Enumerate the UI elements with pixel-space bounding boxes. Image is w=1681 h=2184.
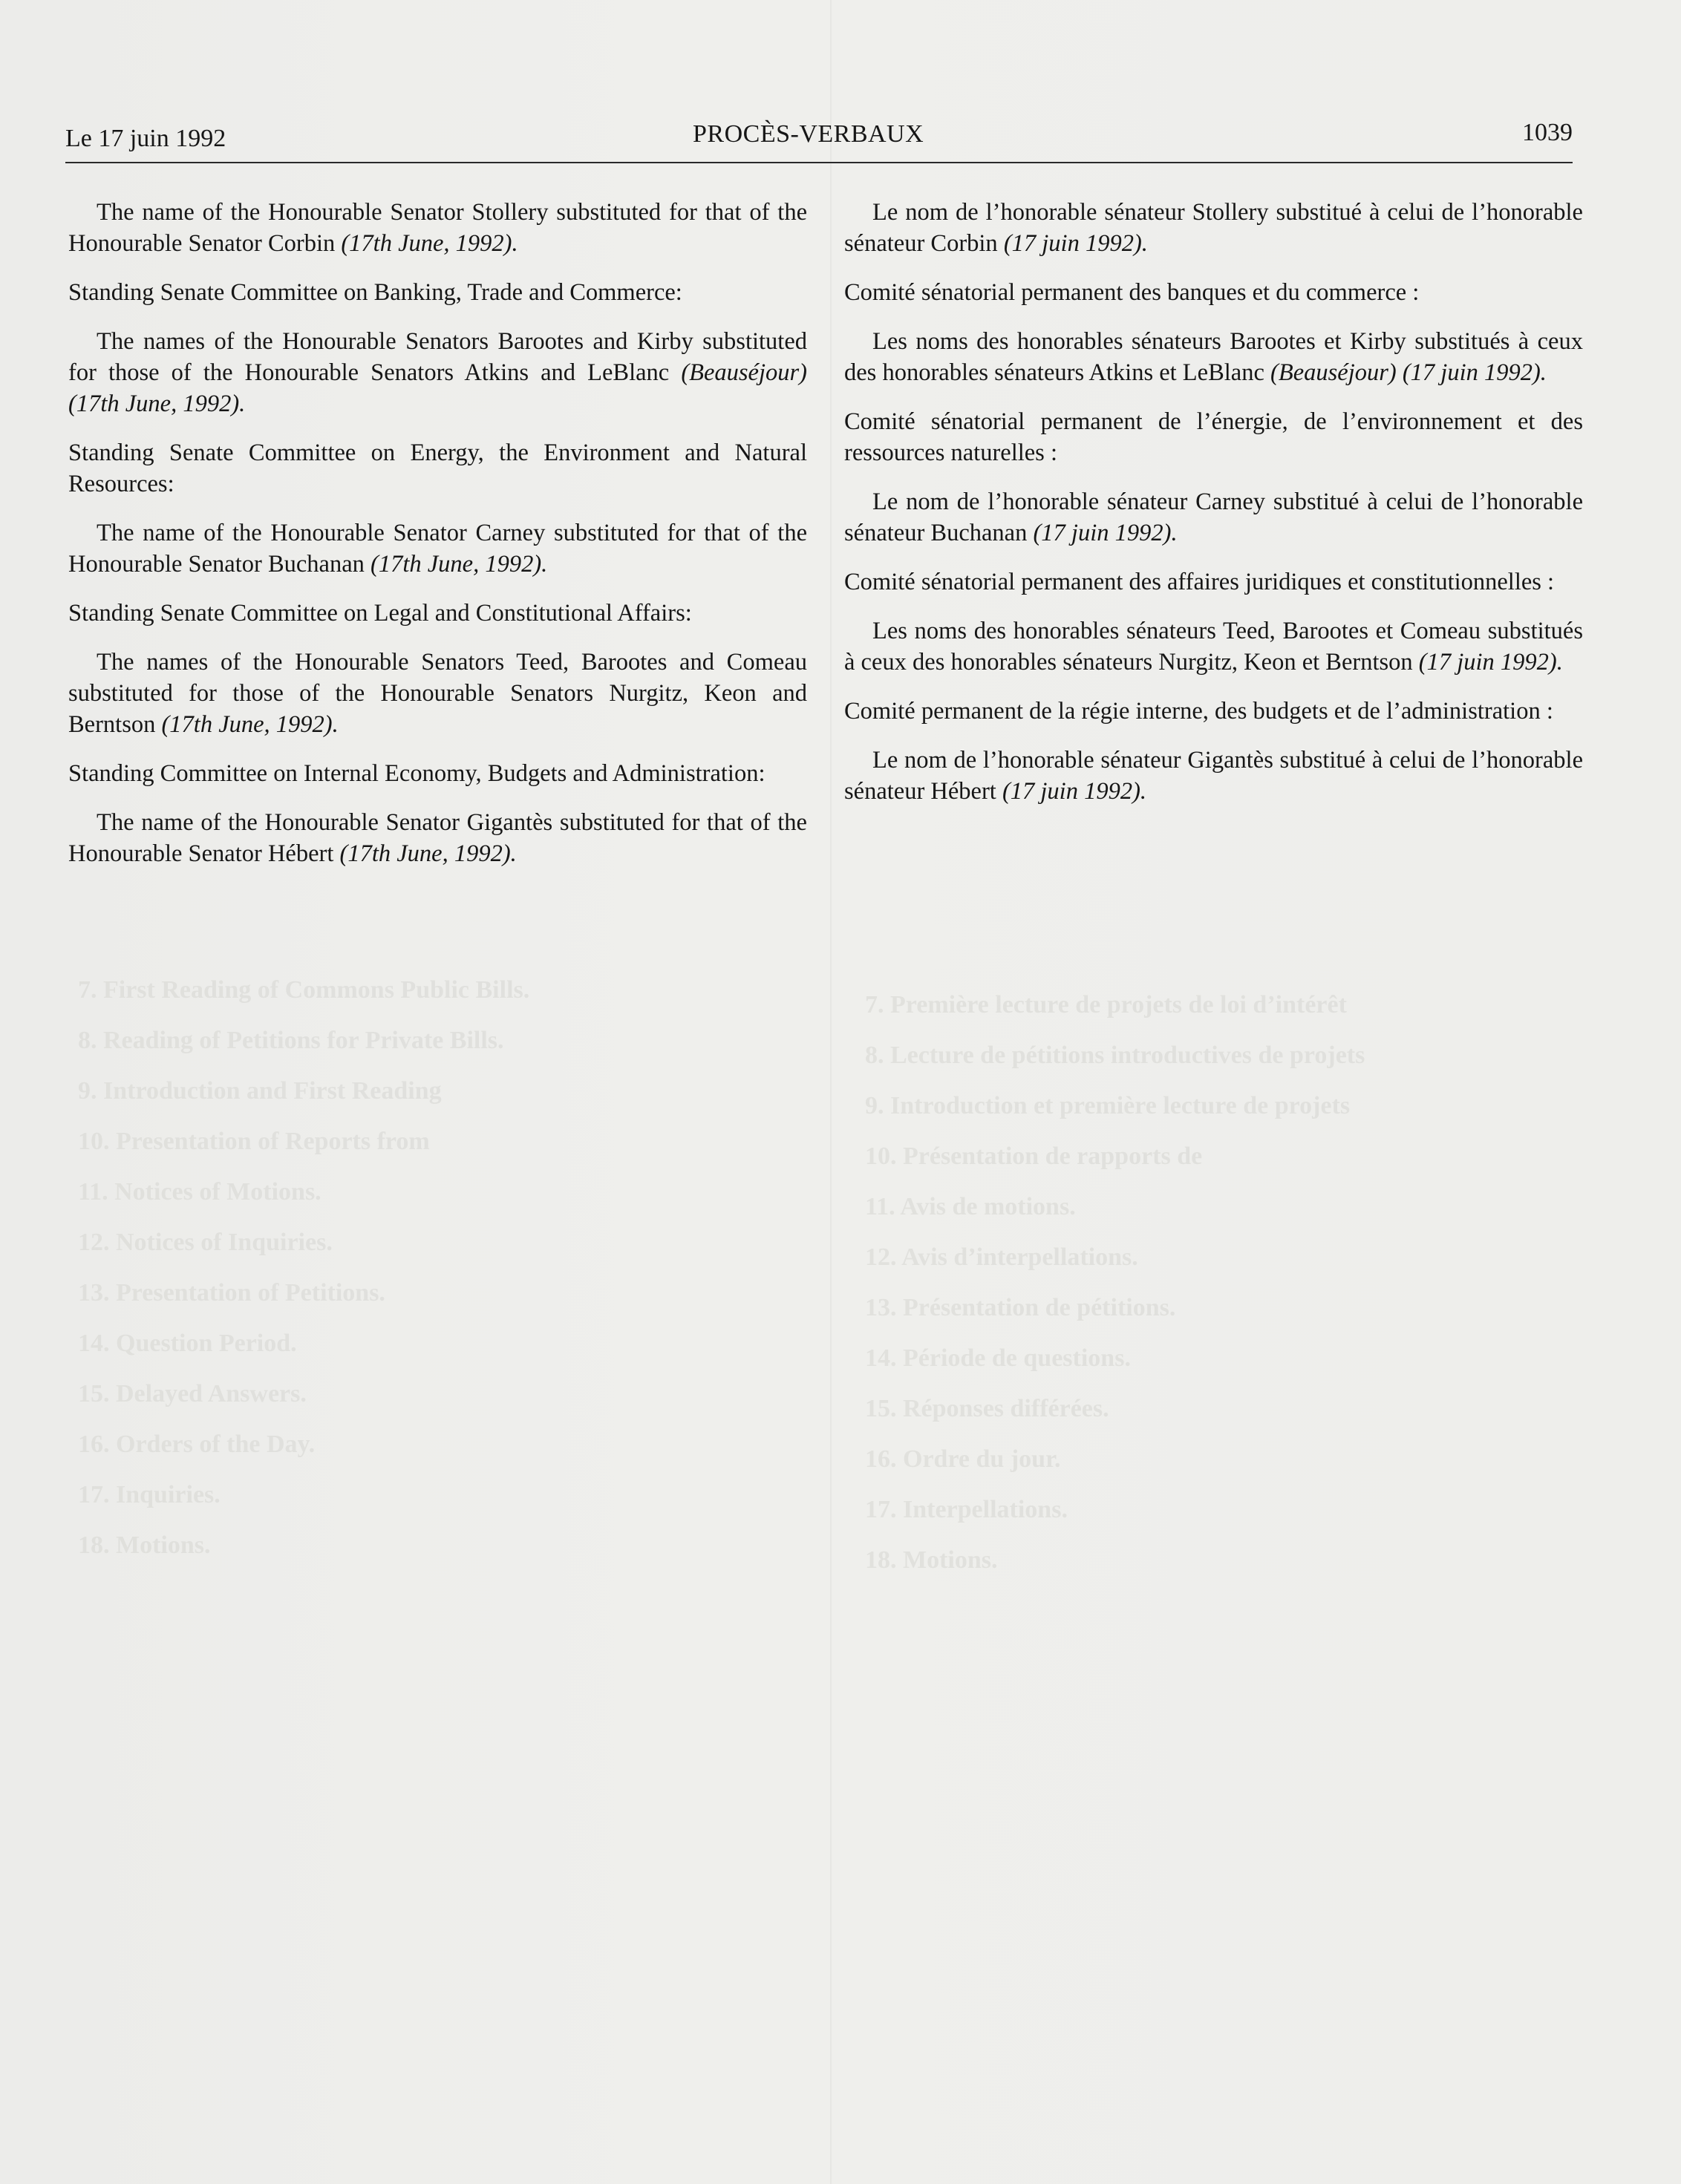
paragraph-text: Standing Senate Committee on Banking, Trade and Commerce: <box>68 279 682 306</box>
substitution-paragraph <box>68 647 807 740</box>
substitution-paragraph <box>68 197 807 259</box>
substitution-paragraph <box>68 326 807 419</box>
header-title: PROCÈS-VERBAUX <box>693 120 924 148</box>
bleed-through-line: 11. Notices of Motions. <box>78 1178 321 1206</box>
substitution-paragraph <box>844 326 1583 388</box>
bleed-through-line: 13. Présentation de pétitions. <box>865 1294 1176 1321</box>
committee-heading <box>68 598 807 629</box>
bleed-through-english <box>78 965 746 1571</box>
bleed-through-line: 16. Ordre du jour. <box>865 1445 1061 1473</box>
substitution-date: (17th June, 1992). <box>371 551 548 578</box>
substitution-paragraph <box>68 807 807 869</box>
bleed-through-line: 18. Motions. <box>865 1546 998 1574</box>
paragraph-text: Standing Senate Committee on Energy, the Environment and Natural Resources: <box>68 439 807 497</box>
riding-name: (Beauséjour) <box>1270 359 1397 386</box>
substitution-date: (17th June, 1992). <box>68 390 246 417</box>
committee-heading <box>844 696 1583 727</box>
bleed-through-line: 14. Période de questions. <box>865 1344 1131 1372</box>
paragraph-text: Le nom de l’honorable sénateur Stollery substitué à celui de l’honorable sénateur Corbin <box>844 199 1583 257</box>
bleed-through-line: 17. Interpellations. <box>865 1496 1068 1523</box>
substitution-paragraph <box>68 517 807 580</box>
substitution-date: (17th June, 1992). <box>161 711 339 738</box>
paragraph-text: Le nom de l’honorable sénateur Carney substitué à celui de l’honorable sénateur Buchanan <box>844 488 1583 546</box>
substitution-date: (17 juin 1992). <box>1003 230 1148 257</box>
paragraph-text: Comité sénatorial permanent de l’énergie, de l’environnement et des ressources naturelles : <box>844 408 1583 466</box>
header-date: Le 17 juin 1992 <box>65 125 226 152</box>
paragraph-text: Le nom de l’honorable sénateur Gigantès substitué à celui de l’honorable sénateur Hébert <box>844 747 1583 805</box>
bleed-through-line: 16. Orders of the Day. <box>78 1431 316 1458</box>
page-header <box>65 120 1573 157</box>
committee-heading <box>844 566 1583 598</box>
paragraph-text: Comité sénatorial permanent des affaires juridiques et constitutionnelles : <box>844 569 1555 595</box>
substitution-paragraph <box>844 615 1583 678</box>
paragraph-text: The names of the Honourable Senators Teed, Barootes and Comeau substituted for those of the Honourable Senators Nurgitz, Keon and Berntson <box>68 649 807 738</box>
bleed-through-line: 8. Reading of Petitions for Private Bills. <box>78 1027 504 1054</box>
substitution-date: (17 juin 1992). <box>1033 520 1178 546</box>
committee-heading <box>68 277 807 308</box>
bleed-through-line: 14. Question Period. <box>78 1330 297 1357</box>
page-spine-shadow <box>830 0 832 2184</box>
bleed-through-line: 9. Introduction et première lecture de projets <box>865 1092 1351 1119</box>
paragraph-text: The name of the Honourable Senator Gigantès substituted for that of the Honourable Senator Hébert <box>68 809 807 867</box>
page-number: 1039 <box>1522 119 1573 146</box>
bleed-through-line: 7. First Reading of Commons Public Bills. <box>78 976 530 1004</box>
bleed-through-line: 7. Première lecture de projets de loi d’intérêt <box>865 991 1347 1019</box>
substitution-paragraph <box>844 197 1583 259</box>
substitution-date: (17 juin 1992). <box>1002 778 1147 805</box>
paragraph-text: The name of the Honourable Senator Carney substituted for that of the Honourable Senator Buchanan <box>68 520 807 578</box>
committee-heading <box>844 277 1583 308</box>
paragraph-text: Standing Committee on Internal Economy, Budgets and Administration: <box>68 760 766 787</box>
riding-name: (Beauséjour) <box>681 359 807 386</box>
bleed-through-line: 17. Inquiries. <box>78 1481 221 1508</box>
substitution-paragraph <box>844 745 1583 807</box>
paragraph-text: Comité sénatorial permanent des banques et du commerce : <box>844 279 1420 306</box>
committee-heading <box>844 406 1583 468</box>
paragraph-text: The name of the Honourable Senator Stollery substituted for that of the Honourable Senator Corbin <box>68 199 807 257</box>
bleed-through-line: 15. Delayed Answers. <box>78 1380 307 1407</box>
paragraph-text: Comité permanent de la régie interne, des budgets et de l’administration : <box>844 698 1553 725</box>
substitution-date: (17th June, 1992). <box>339 840 517 867</box>
bleed-through-line: 10. Presentation of Reports from <box>78 1128 430 1155</box>
paragraph-text: The names of the Honourable Senators Barootes and Kirby substituted for those of the Honourable Senators Atkins and LeBlanc <box>68 328 807 386</box>
substitution-paragraph <box>844 486 1583 549</box>
bleed-through-line: 13. Presentation of Petitions. <box>78 1279 385 1307</box>
french-column <box>844 197 1583 807</box>
bleed-through-line: 12. Avis d’interpellations. <box>865 1243 1138 1271</box>
committee-heading <box>68 437 807 500</box>
bleed-through-line: 8. Lecture de pétitions introductives de projets <box>865 1042 1365 1069</box>
bleed-through-line: 15. Réponses différées. <box>865 1395 1109 1422</box>
committee-heading <box>68 758 807 789</box>
bleed-through-line: 18. Motions. <box>78 1531 211 1559</box>
bleed-through-line: 10. Présentation de rapports de <box>865 1142 1203 1170</box>
paragraph-text: Les noms des honorables sénateurs Teed, Barootes et Comeau substitués à ceux des honorables sénateurs Nurgitz, Keon et Berntson <box>844 618 1583 676</box>
header-rule <box>65 162 1573 163</box>
paragraph-text: Les noms des honorables sénateurs Barootes et Kirby substitués à ceux des honorables sénateurs Atkins et LeBlanc <box>844 328 1583 386</box>
substitution-date: (17 juin 1992). <box>1396 359 1547 386</box>
bleed-through-line: 12. Notices of Inquiries. <box>78 1229 333 1256</box>
bleed-through-line: 9. Introduction and First Reading <box>78 1077 442 1105</box>
english-column <box>68 197 807 869</box>
substitution-date: (17 juin 1992). <box>1418 649 1563 676</box>
bleed-through-line: 11. Avis de motions. <box>865 1193 1076 1220</box>
substitution-date: (17th June, 1992). <box>341 230 518 257</box>
paragraph-text: Standing Senate Committee on Legal and Constitutional Affairs: <box>68 600 692 627</box>
bleed-through-french <box>865 980 1533 1586</box>
